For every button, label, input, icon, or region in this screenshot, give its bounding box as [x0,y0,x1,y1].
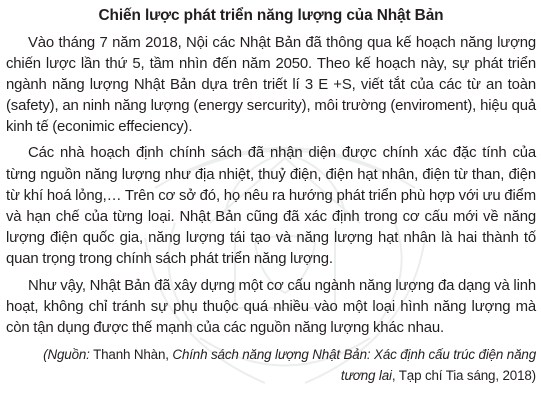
source-citation [6,345,536,386]
document-title: Chiến lược phát triển năng lượng của Nhật Bản [98,7,444,24]
paragraph-1: Vào tháng 7 năm 2018, Nội các Nhật Bản đã thông qua kế hoạch năng lượng chiến lược lần thứ 5, tầm nhìn đến năm 2050. Theo kế hoạch này, sự phát triển ngành năng lượng Nhật Bản dựa trên triết lí 3 E +S, viết tắt của các từ an toàn (safety), an ninh năng lượng (energy sercurity), môi trường (enviroment), hiệu quả kinh tế (econimic effeciency). [6,35,536,136]
source-work: Chính sách năng lượng Nhật Bản: Xác định cấu trúc điện năng tương lai [172,347,536,383]
paragraph-2: Các nhà hoạch định chính sách đã nhận diện được chính xác đặc tính của từng nguồn năng lượng như địa nhiệt, thuỷ điện, điện hạt nhân, điện từ than, điện từ khí hoá lỏng,… Trên cơ sở đó, họ nêu ra hướng phát triển phù hợp với ưu điểm và hạn chế của từng loại. Nhật Bản cũng đã xác định trong cơ cấu mới về năng lượng điện quốc gia, năng lượng tái tạo và năng lượng hạt nhân là hai thành tố quan trọng trong chính sách phát triển năng lượng. [6,145,536,267]
document [6,6,536,386]
paragraph-3: Như vậy, Nhật Bản đã xây dựng một cơ cấu ngành năng lượng đa dạng và linh hoạt, không chỉ tránh sự phụ thuộc quá nhiều vào một loại hình năng lượng mà còn tận dụng được thế mạnh của các nguồn năng lượng khác nhau. [6,278,536,337]
source-prefix: (Nguồn: [43,347,90,363]
source-suffix: , Tạp chí Tia sáng, 2018) [391,367,536,383]
source-author: Thanh Nhàn, [89,347,173,363]
